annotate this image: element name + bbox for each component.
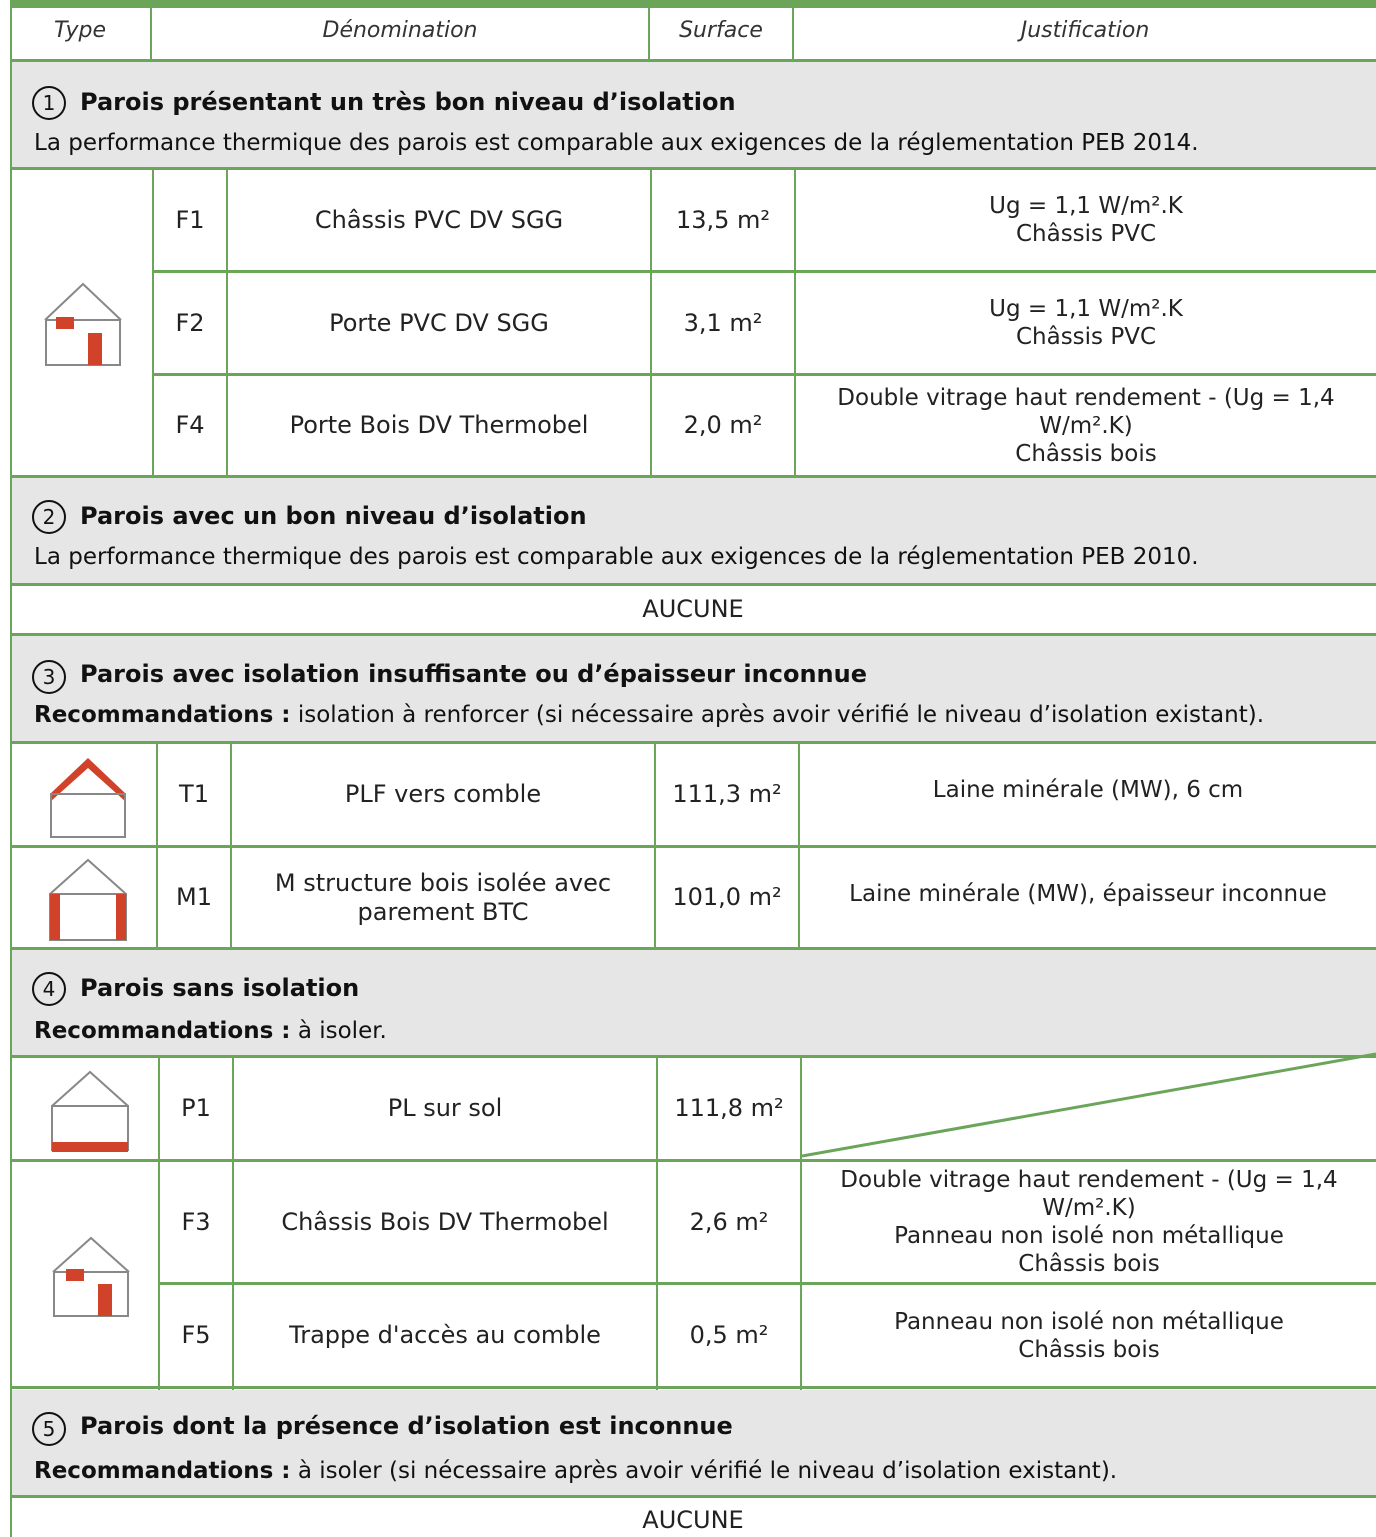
section-title: Parois sans isolation [80,974,360,1002]
row-justification: Laine minérale (MW), épaisseur inconnue [849,881,1327,907]
row-code: T1 [179,780,209,808]
row-denomination: Porte Bois DV Thermobel [289,411,589,439]
section-subtitle: Recommandations : isolation à renforcer (si nécessaire après avoir vérifié le niveau d’isolation existant). [34,702,1265,728]
row-surface: 111,8 m² [674,1094,784,1122]
row-justification: Panneau non isolé non métallique Châssis bois [894,1308,1284,1363]
section-title: Parois dont la présence d’isolation est inconnue [80,1412,733,1440]
row-code: F1 [175,205,205,234]
row-surface: 3,1 m² [683,308,763,337]
row-code: F5 [181,1321,211,1349]
section-1-rows [10,170,1376,478]
header-surface: Surface [679,18,763,43]
row-code: F2 [175,308,205,337]
section-number: 1 [32,86,66,120]
row-surface: 101,0 m² [672,883,782,911]
insulation-table [10,0,1376,1537]
row-surface: 0,5 m² [689,1321,769,1349]
section-title: Parois avec un bon niveau d’isolation [80,502,587,530]
section-title: Parois présentant un très bon niveau d’isolation [80,88,736,116]
row-justification: Ug = 1,1 W/m².K Châssis PVC [989,193,1183,247]
section-4-header [10,950,1376,1058]
row-denomination: Porte PVC DV SGG [329,308,549,337]
table-header [10,0,1376,62]
house-roof-icon [48,754,128,840]
section-3-header [10,636,1376,744]
row-denomination: Trappe d'accès au comble [289,1321,601,1349]
row-code: F3 [181,1207,211,1236]
section-subtitle: Recommandations : à isoler. [34,1018,387,1044]
house-window-door-icon [42,280,124,368]
section-number: 4 [32,972,66,1006]
row-code: F4 [175,411,205,439]
table-left-border [10,0,12,1537]
row-code: P1 [181,1094,211,1122]
section-5-header [10,1390,1376,1498]
section-1-header [10,62,1376,170]
section-number: 5 [32,1412,66,1446]
section-number: 3 [32,660,66,694]
row-surface: 111,3 m² [672,780,782,808]
row-justification: Double vitrage haut rendement - (Ug = 1,4 W/m².K) Panneau non isolé non métallique Châssis bois [840,1167,1338,1277]
row-justification: Laine minérale (MW), 6 cm [932,777,1244,803]
header-denomination: Dénomination [322,18,478,43]
section-4-rows [10,1058,1376,1390]
row-surface: 2,0 m² [683,411,763,439]
empty-label: AUCUNE [642,1506,744,1534]
section-2-header [10,478,1376,586]
not-applicable-diagonal [802,1052,1376,1160]
section-5-empty-row [10,1498,1376,1537]
row-denomination: M structure bois isolée avec parement BTC [274,868,612,926]
row-denomination: PLF vers comble [344,780,542,808]
section-2-empty-row [10,586,1376,636]
section-number: 2 [32,500,66,534]
section-subtitle: La performance thermique des parois est comparable aux exigences de la réglementation PEB 2010. [34,544,1199,570]
row-denomination: Châssis Bois DV Thermobel [281,1207,609,1236]
house-floor-icon [50,1068,130,1154]
row-surface: 13,5 m² [675,205,771,234]
row-code: M1 [176,883,212,911]
row-denomination: Châssis PVC DV SGG [314,205,564,234]
house-window-door-icon [50,1234,132,1320]
row-justification: Ug = 1,1 W/m².K Châssis PVC [989,296,1183,350]
section-title: Parois avec isolation insuffisante ou d’épaisseur inconnue [80,660,867,688]
row-justification: Double vitrage haut rendement - (Ug = 1,4 W/m².K) Châssis bois [837,384,1335,467]
section-subtitle: La performance thermique des parois est comparable aux exigences de la réglementation PEB 2014. [34,130,1199,156]
section-3-rows [10,744,1376,950]
empty-label: AUCUNE [642,595,744,623]
house-walls-icon [48,856,128,944]
row-denomination: PL sur sol [387,1094,503,1122]
header-type: Type [53,18,107,43]
header-justification: Justification [1020,18,1150,43]
row-surface: 2,6 m² [689,1207,769,1236]
section-subtitle: Recommandations : à isoler (si nécessaire après avoir vérifié le niveau d’isolation existant). [34,1458,1118,1484]
